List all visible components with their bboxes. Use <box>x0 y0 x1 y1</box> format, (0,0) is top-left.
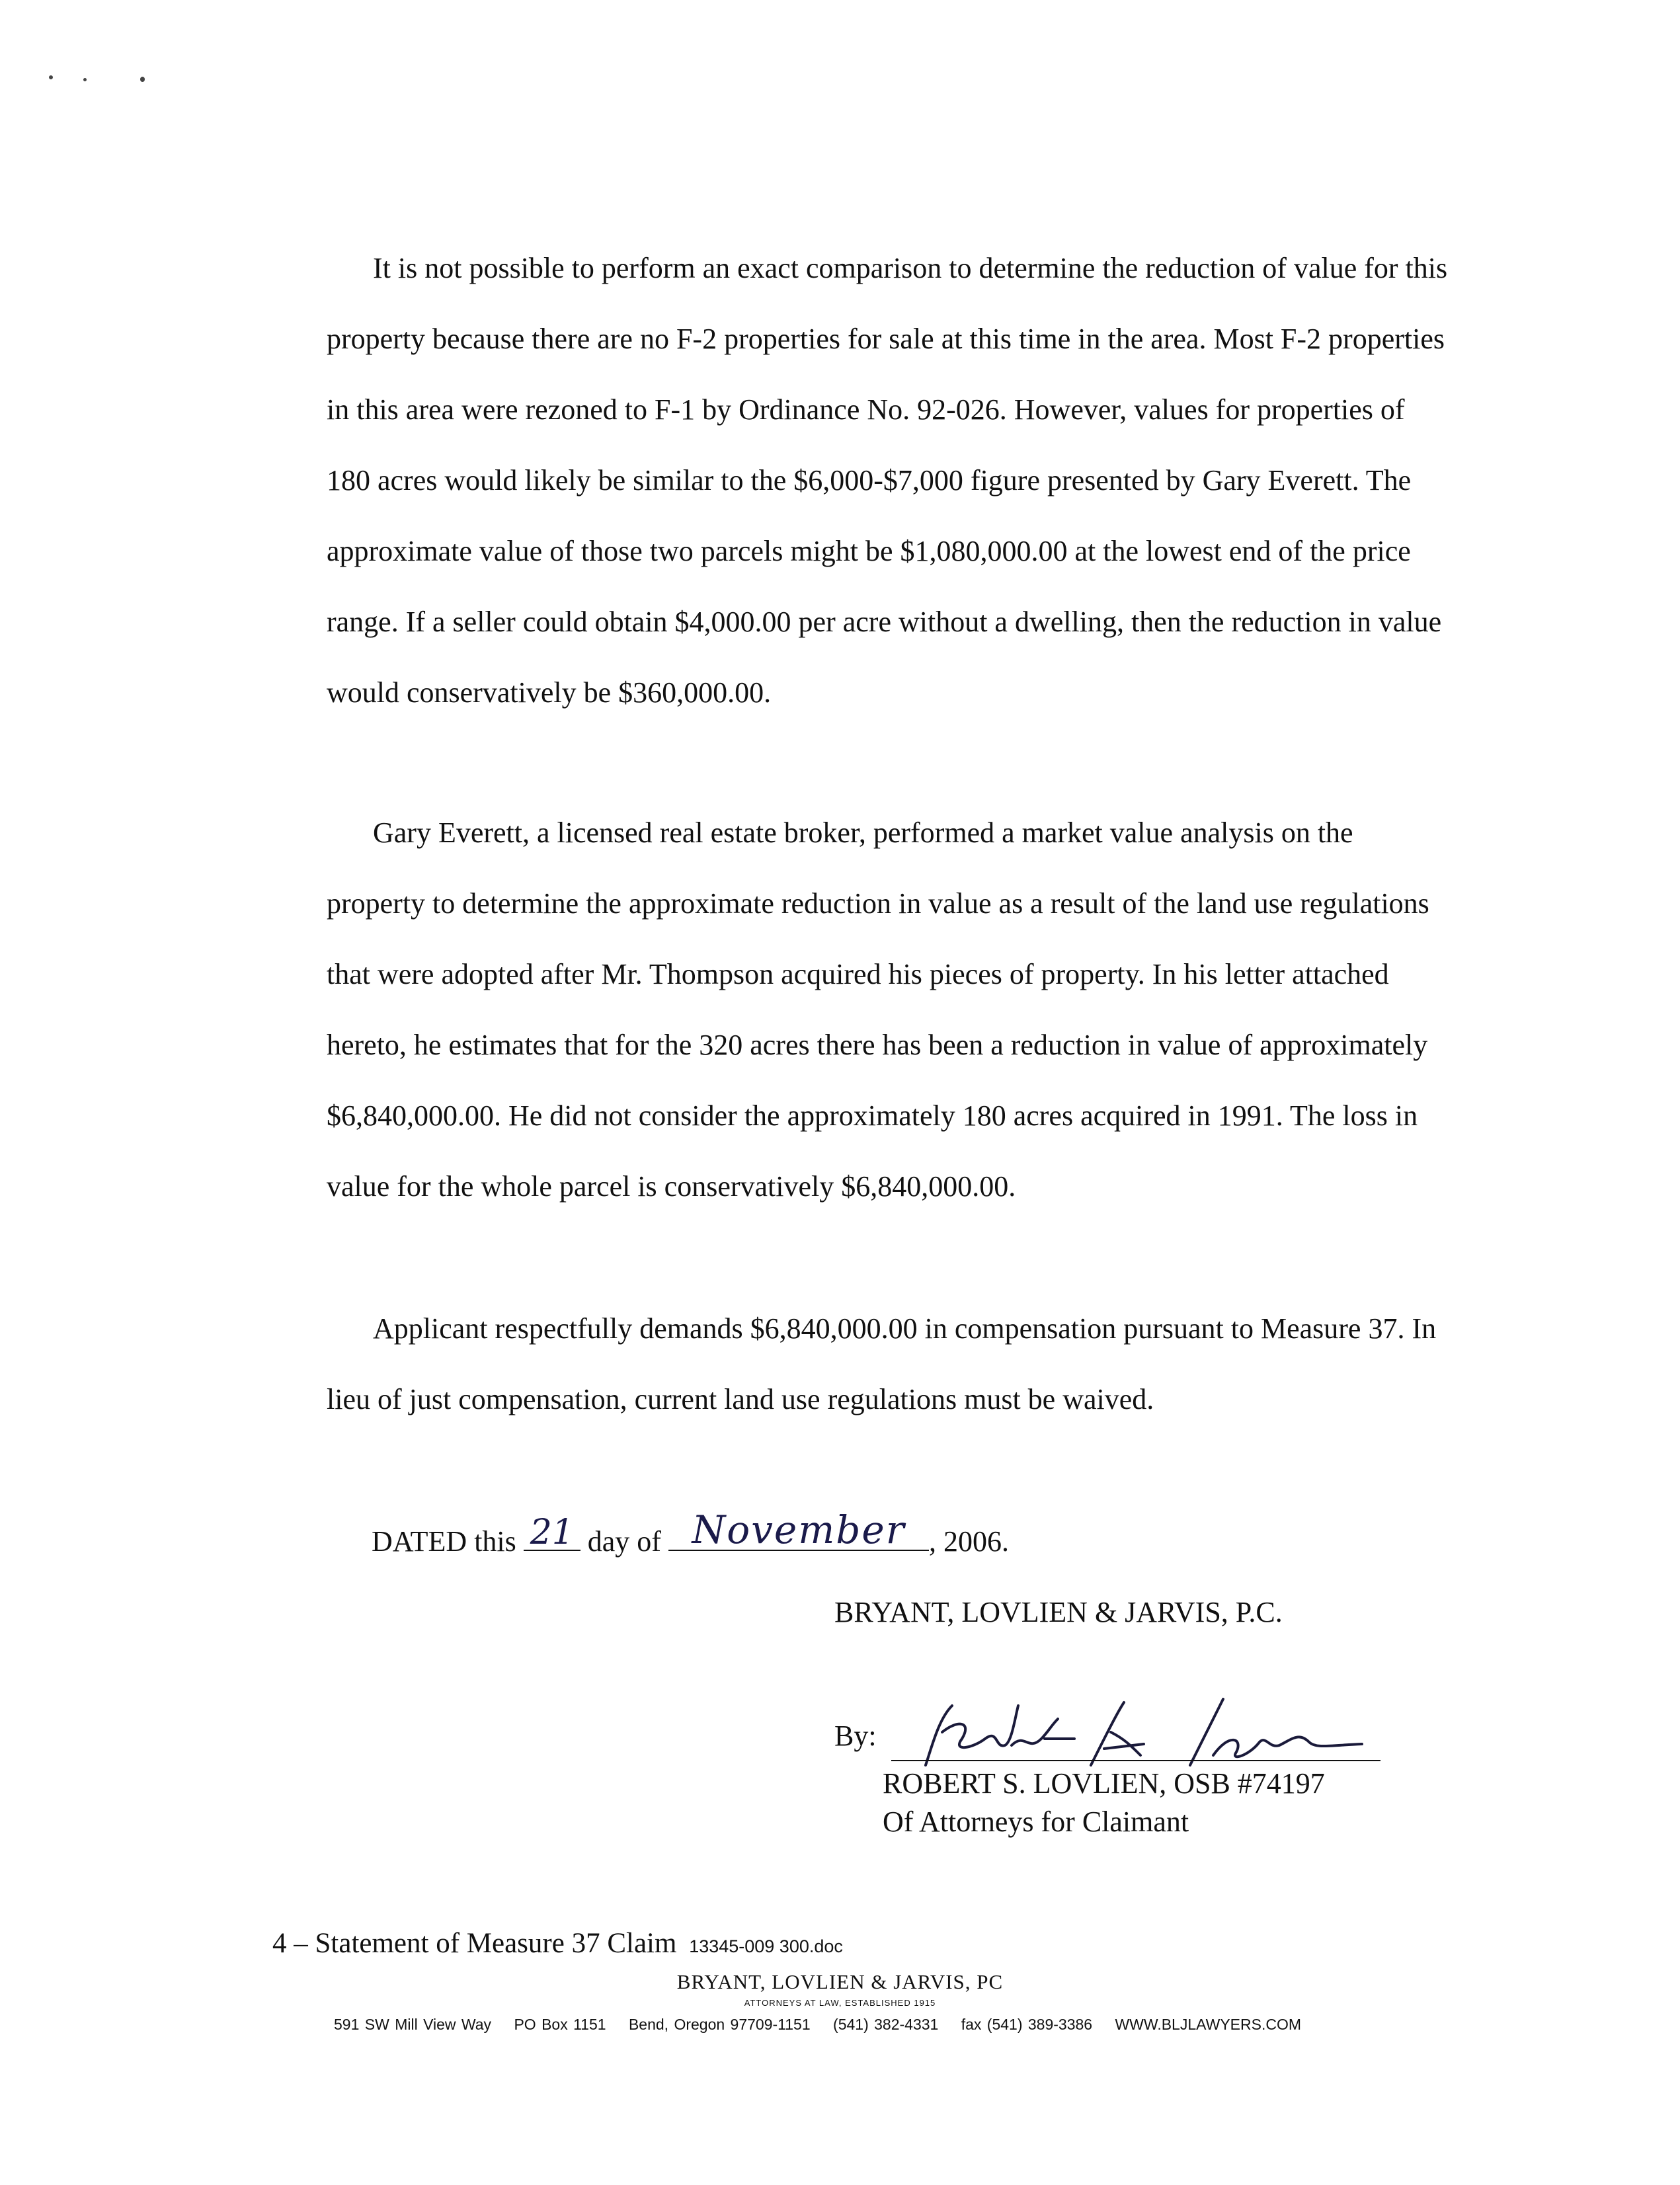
footer-po-box: PO Box 1151 <box>514 2016 606 2033</box>
signature-firm-name: BRYANT, LOVLIEN & JARVIS, P.C. <box>834 1596 1283 1628</box>
footer-title-text: 4 – Statement of Measure 37 Claim <box>272 1928 677 1959</box>
month-blank <box>668 1507 929 1552</box>
attorney-name: ROBERT S. LOVLIEN, OSB #74197 <box>883 1767 1325 1800</box>
handwritten-month: November <box>692 1507 906 1552</box>
dated-middle: day of <box>587 1525 661 1558</box>
footer-fax: fax (541) 389-3386 <box>961 2016 1093 2033</box>
scan-speck <box>140 77 145 82</box>
scan-speck <box>83 78 87 81</box>
handwritten-day: 21 <box>530 1513 574 1552</box>
footer-street: 591 SW Mill View Way <box>334 2016 492 2033</box>
footer-doc-id: 13345-009 300.doc <box>689 1936 843 1956</box>
footer-website: WWW.BLJLAWYERS.COM <box>1115 2016 1302 2033</box>
by-label: By: <box>834 1720 877 1752</box>
day-blank <box>524 1513 580 1552</box>
scan-speck <box>49 75 53 79</box>
dated-prefix: DATED this <box>372 1525 516 1558</box>
footer-established: ATTORNEYS AT LAW, ESTABLISHED 1915 <box>744 1998 936 2008</box>
attorney-role: Of Attorneys for Claimant <box>883 1806 1189 1838</box>
paragraph-market-analysis: Gary Everett, a licensed real estate broker, performed a market value analysis on the property to determine the approximate reduction in value as a result of the land use regulations that were adopted after Mr. Thompson acquired his pieces of property. In his letter attached hereto, he estimates that for the 320 acres there has been a reduction in value of approximately $6,840,000.00. He did not consider the approximately 180 acres acquired in 1991. The loss in value for the whole parcel is conservatively $6,840,000.00. <box>327 816 1429 1203</box>
footer-address <box>334 2016 1301 2034</box>
footer-city: Bend, Oregon 97709-1151 <box>628 2016 811 2033</box>
footer-phone: (541) 382-4331 <box>833 2016 939 2033</box>
footer-firm-name: BRYANT, LOVLIEN & JARVIS, PC <box>676 1970 1004 1993</box>
signature-line <box>891 1760 1380 1761</box>
footer-page-title <box>272 1927 843 1960</box>
dated-line <box>372 1507 1009 1558</box>
dated-suffix: , 2006. <box>928 1525 1009 1558</box>
paragraph-comparison: It is not possible to perform an exact comparison to determine the reduction of value for this property because there are no F-2 properties for sale at this time in the area. Most F-2 properties in this area were rezoned to F-1 by Ordinance No. 92-026. However, values for properties of 180 acres would likely be similar to the $6,000-$7,000 figure presented by Gary Everett. The approximate value of those two parcels might be $1,080,000.00 at the lowest end of the price range. If a seller could obtain $4,000.00 per acre without a dwelling, then the reduction in value would conservatively be $360,000.00. <box>327 252 1448 709</box>
paragraph-demand: Applicant respectfully demands $6,840,000.00 in compensation pursuant to Measure 37. In lieu of just compensation, current land use regulations must be waived. <box>327 1312 1437 1415</box>
